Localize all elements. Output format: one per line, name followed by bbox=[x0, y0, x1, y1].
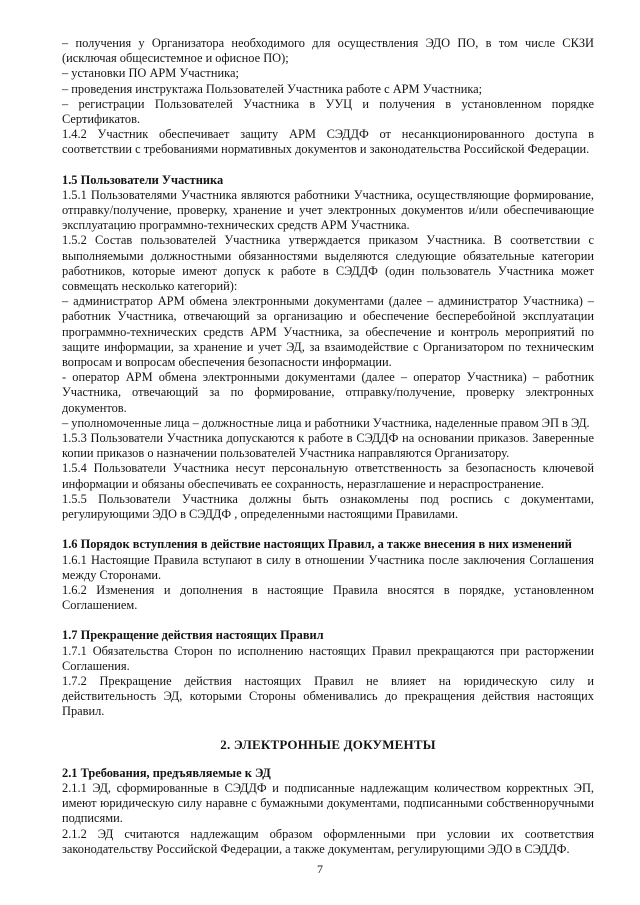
section-heading: 1.5 Пользователи Участника bbox=[62, 172, 224, 187]
paragraph: – проведения инструктажа Пользователей Участника работе с АРМ Участника; bbox=[62, 81, 483, 96]
paragraph: 1.7.1 Обязательства Сторон по исполнению настоящих Правил прекращаются при расторжении Соглашения. bbox=[62, 643, 594, 673]
paragraph: – администратор АРМ обмена электронными документами (далее – администратор Участника) – работник Участника, отвечающий за организацию и обеспечение бесперебойной эксплуатации программно-технических средств АРМ Участника, за обеспечение и контроль мероприятий по защите информации, за хранение и учет ЭД, за взаимодействие с Организатором по техническим вопросам и вопросам обеспечения безопасности информации. bbox=[62, 294, 594, 370]
chapter-heading: 2. ЭЛЕКТРОННЫЕ ДОКУМЕНТЫ bbox=[220, 736, 436, 752]
section-heading: 1.6 Порядок вступления в действие настоящих Правил, а также внесения в них изменений bbox=[62, 537, 572, 552]
paragraph: – получения у Организатора необходимого для осуществления ЭДО ПО, в том числе СКЗИ (исключая общесистемное и офисное ПО); bbox=[62, 36, 594, 66]
paragraph: 2.1.2 ЭД считаются надлежащим образом оформленными при условии их соответствия законодательству Российской Федерации, а также документам, регулирующими ЭДО в СЭДДФ. bbox=[62, 826, 594, 856]
paragraph: – уполномоченные лица – должностные лица и работники Участника, наделенные правом ЭП в ЭД. bbox=[62, 415, 590, 430]
paragraph: 1.5.1 Пользователями Участника являются работники Участника, осуществляющие формирование, отправку/получение, проверку, хранение и учет электронных документов и/или обеспечивающие эксплуатацию программно-технических средств АРМ Участника. bbox=[62, 187, 594, 233]
paragraph: 1.5.3 Пользователи Участника допускаются к работе в СЭДДФ на основании приказов. Заверенные копии приказов о назначении пользователей Участника направляются Организатору. bbox=[62, 431, 594, 461]
section-heading: 2.1 Требования, предъявляемые к ЭД bbox=[62, 765, 271, 780]
page-number: 7 bbox=[317, 862, 323, 876]
paragraph: 1.4.2 Участник обеспечивает защиту АРМ СЭДДФ от несанкционированного доступа в соответствии с требованиями нормативных документов и законодательства Российской Федерации. bbox=[62, 127, 594, 157]
paragraph: 1.5.5 Пользователи Участника должны быть ознакомлены под роспись с документами, регулирующими ЭДО в СЭДДФ , определенными настоящими Правилами. bbox=[62, 491, 594, 522]
paragraph: 2.1.1 ЭД, сформированные в СЭДДФ и подписанные надлежащим количеством корректных ЭП, имеют юридическую силу наравне с бумажными документами, подписанными собственноручными подписями. bbox=[62, 780, 594, 826]
section-gap bbox=[62, 522, 594, 537]
paragraph: 1.6.1 Настоящие Правила вступают в силу в отношении Участника после заключения Соглашения между Сторонами. bbox=[62, 552, 594, 582]
paragraph: - оператор АРМ обмена электронными документами (далее – оператор Участника) – работник Участника, отвечающий за по формирование, отправку/получение, проверку электронных документов. bbox=[62, 370, 594, 415]
section-heading: 1.7 Прекращение действия настоящих Правил bbox=[62, 628, 324, 643]
section-gap bbox=[62, 613, 594, 628]
paragraph: 1.5.4 Пользователи Участника несут персональную ответственность за безопасность ключевой информации и обязаны обеспечивать ее сохранность, неразглашение и нераспространение. bbox=[62, 461, 594, 491]
paragraph: – регистрации Пользователей Участника в УУЦ и получения в установленном порядке Сертификатов. bbox=[62, 96, 594, 127]
section-gap bbox=[62, 158, 594, 173]
paragraph: – установки ПО АРМ Участника; bbox=[62, 66, 239, 81]
paragraph: 1.5.2 Состав пользователей Участника утверждается приказом Участника. В соответствии с выполняемыми должностными обязанностями выделяются следующие обязательные категории работников, которые имеют допуск к работе в СЭДДФ (один пользователь Участника может совмещать несколько категорий): bbox=[62, 233, 594, 294]
document-page bbox=[62, 36, 594, 857]
paragraph: 1.6.2 Изменения и дополнения в настоящие Правила вносятся в порядке, установленном Соглашением. bbox=[62, 582, 594, 613]
paragraph: 1.7.2 Прекращение действия настоящих Правил не влияет на юридическую силу и действительность ЭД, которыми Стороны обменивались до прекращения действия настоящих Правил. bbox=[62, 673, 594, 719]
